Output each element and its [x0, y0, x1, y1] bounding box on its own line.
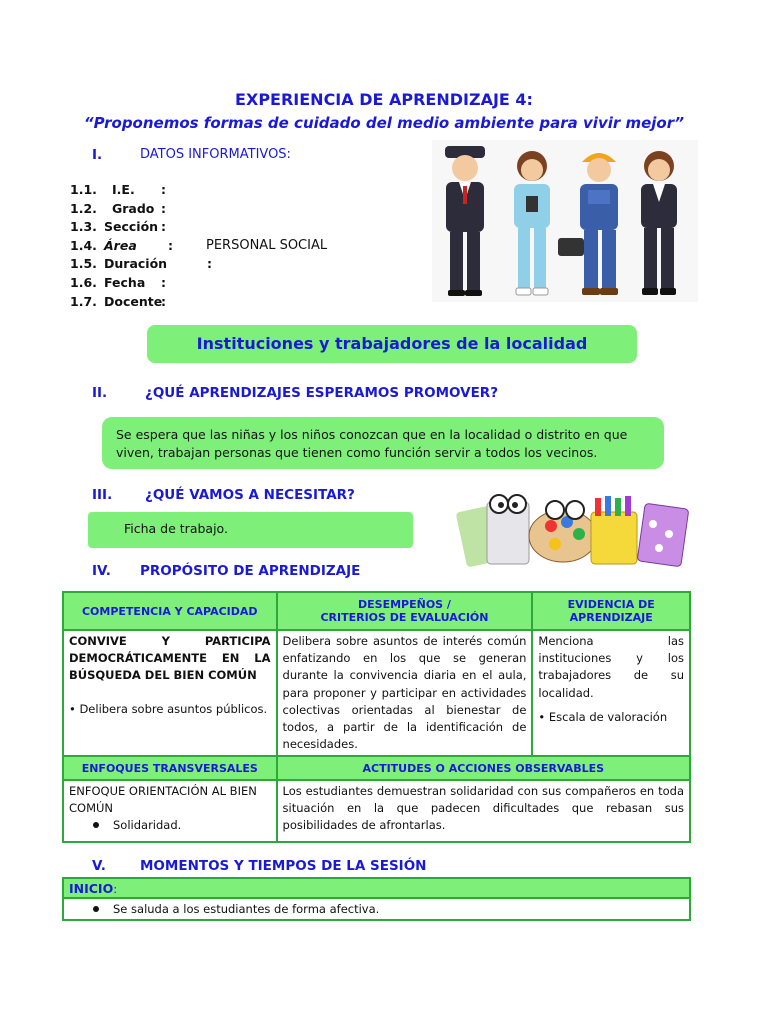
enfoques-header-row [63, 756, 690, 780]
bullet-icon [93, 822, 99, 828]
section-1-number: I. [92, 147, 103, 163]
purpose-table-content-row [63, 630, 690, 756]
field-sep: : [161, 219, 166, 235]
field-sep: : [161, 274, 166, 290]
evidencia-text: Menciona las instituciones y los trabajadores de su localidad. [538, 634, 684, 700]
inicio-colon: : [113, 881, 118, 896]
learning-goal-line1: Se espera que las niñas y los niños conozcan que en la localidad o distrito en que [116, 427, 628, 442]
page-subtitle: “Proponemos formas de cuidado del medio ambiente para vivir mejor” [83, 114, 685, 132]
section-3-number: III. [92, 487, 113, 503]
header-desempenos-line1: DESEMPEÑOS / [358, 598, 451, 611]
info-fields [70, 181, 390, 311]
materials-box [88, 512, 413, 548]
page-title: EXPERIENCIA DE APRENDIZAJE 4: [235, 90, 533, 109]
header-enfoques: ENFOQUES TRANSVERSALES [63, 756, 277, 780]
header-desempenos-line2: CRITERIOS DE EVALUACIÓN [320, 611, 489, 624]
section-4-number: IV. [92, 563, 111, 579]
topic-banner-text: Instituciones y trabajadores de la localidad [196, 334, 588, 353]
field-ie [70, 181, 390, 200]
competencia-text: CONVIVE Y PARTICIPA DEMOCRÁTICAMENTE EN LA BÚSQUEDA DEL BIEN COMÚN [69, 634, 271, 682]
field-sep: : [168, 237, 173, 253]
workers-illustration [432, 140, 698, 302]
learning-goal-box [102, 417, 664, 469]
field-num: 1.6. [70, 274, 97, 290]
field-num: 1.4. [70, 237, 97, 253]
field-label: I.E. [112, 182, 135, 197]
field-sep: : [207, 256, 212, 272]
field-label: Grado [112, 200, 155, 216]
header-competencia: COMPETENCIA Y CAPACIDAD [63, 592, 277, 630]
header-desempenos [277, 592, 533, 630]
header-evidencia [532, 592, 690, 630]
field-label: Sección [104, 219, 159, 235]
desempeno-cell [277, 630, 533, 756]
inicio-label: INICIO [69, 880, 114, 896]
instrumento-text: • Escala de valoración [538, 709, 668, 724]
field-grado [70, 200, 390, 219]
enfoque-cell [63, 780, 277, 842]
inicio-content [63, 898, 690, 920]
school-supplies-illustration [455, 488, 691, 570]
evidencia-cell [532, 630, 690, 756]
header-evidencia-line2: APRENDIZAJE [569, 611, 653, 624]
topic-banner [147, 325, 637, 363]
session-table [62, 877, 691, 921]
valor-text: Solidaridad. [113, 818, 182, 833]
actitud-cell [277, 780, 690, 842]
valor-item [69, 817, 271, 834]
field-duracion [70, 255, 390, 274]
field-num: 1.2. [70, 200, 97, 216]
field-label: Docente [104, 293, 163, 309]
field-sep: : [161, 182, 166, 197]
section-2-title: ¿QUÉ APRENDIZAJES ESPERAMOS PROMOVER? [145, 385, 499, 401]
field-num: 1.1. [70, 182, 97, 197]
inicio-header [63, 878, 690, 898]
field-seccion [70, 218, 390, 237]
section-3-title: ¿QUÉ VAMOS A NECESITAR? [145, 487, 355, 503]
capacidad-text: • Delibera sobre asuntos públicos. [69, 702, 268, 716]
field-num: 1.3. [70, 219, 97, 235]
section-5-number: V. [92, 858, 106, 874]
inicio-item-text: Se saluda a los estudiantes de forma afectiva. [113, 902, 380, 916]
field-num: 1.7. [70, 293, 97, 309]
field-docente [70, 293, 390, 312]
enfoques-content-row [63, 780, 690, 842]
enfoque-text: ENFOQUE ORIENTACIÓN AL BIEN COMÚN [69, 784, 257, 816]
inicio-content-row [63, 898, 690, 920]
section-4-title: PROPÓSITO DE APRENDIZAJE [140, 563, 361, 579]
purpose-table [62, 591, 691, 843]
field-num: 1.5. [70, 256, 97, 272]
field-label: Fecha [104, 274, 146, 290]
field-area [70, 237, 390, 256]
field-value: PERSONAL SOCIAL [206, 237, 328, 253]
section-1-title: DATOS INFORMATIVOS: [140, 147, 291, 162]
inicio-header-row [63, 878, 690, 898]
section-2-number: II. [92, 385, 108, 401]
learning-goal-line2: viven, trabajan personas que tienen como función servir a todos los vecinos. [116, 445, 598, 460]
field-label: Área [104, 237, 137, 253]
field-fecha [70, 274, 390, 293]
header-actitudes: ACTITUDES O ACCIONES OBSERVABLES [277, 756, 690, 780]
field-sep: : [161, 200, 166, 216]
materials-item: Ficha de trabajo. [124, 521, 228, 536]
header-evidencia-line1: EVIDENCIA DE [567, 598, 655, 611]
desempeno-text: Delibera sobre asuntos de interés común enfatizando en los que se generan durante la convivencia diaria en el aula, para proponer y participar en actividades colectivas orientadas al bienestar de todos, a partir de la identificación de necesidades. [282, 634, 527, 752]
section-5-title: MOMENTOS Y TIEMPOS DE LA SESIÓN [140, 858, 427, 874]
actitud-text: Los estudiantes demuestran solidaridad con sus compañeros en toda situación en la que padecen dificultades que rebasan sus posibilidades de afrontarlas. [282, 784, 684, 833]
purpose-table-header-row [63, 592, 690, 630]
competencia-cell [63, 630, 277, 756]
field-sep: : [161, 293, 166, 309]
bullet-icon [93, 906, 99, 912]
field-label: Duración [104, 256, 168, 272]
